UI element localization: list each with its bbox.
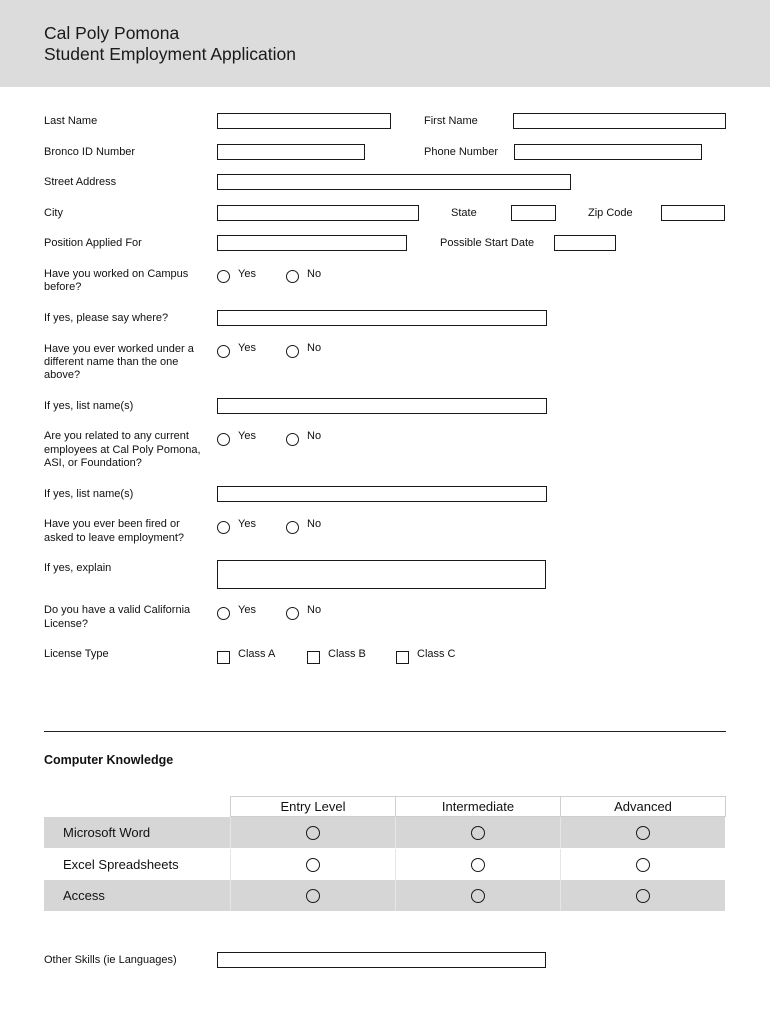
other-skills-label: Other Skills (ie Languages): [44, 954, 177, 966]
fired-no-radio[interactable]: [286, 521, 299, 534]
access-advanced-radio[interactable]: [636, 889, 650, 903]
level-header-entry: Entry Level: [230, 796, 396, 817]
section-divider: [44, 731, 726, 732]
state-field[interactable]: [511, 205, 556, 221]
diff-name-no-radio[interactable]: [286, 345, 299, 358]
license-no-label: No: [307, 604, 322, 616]
diff-name-label-1: Have you ever worked under a: [44, 343, 194, 355]
excel-entry-radio[interactable]: [306, 858, 320, 872]
class-b-checkbox[interactable]: [307, 651, 320, 664]
fired-yes-radio[interactable]: [217, 521, 230, 534]
cell-divider: [395, 880, 396, 911]
start-date-field[interactable]: [554, 235, 616, 251]
list-names-label-2: If yes, list name(s): [44, 488, 134, 500]
zip-field[interactable]: [661, 205, 725, 221]
where-label: If yes, please say where?: [44, 312, 169, 324]
license-yes-label: Yes: [238, 604, 256, 616]
state-label: State: [451, 207, 477, 219]
skill-name-access: Access: [63, 888, 105, 903]
list-names-field-2[interactable]: [217, 486, 547, 502]
worked-campus-no-label: No: [307, 268, 322, 280]
word-advanced-radio[interactable]: [636, 826, 650, 840]
cell-divider: [560, 880, 561, 911]
skill-row-access: [44, 880, 725, 911]
diff-name-label-3: above?: [44, 369, 81, 381]
level-header-intermediate: Intermediate: [395, 796, 561, 817]
cell-divider: [230, 880, 231, 911]
license-label-2: License?: [44, 618, 89, 630]
list-names-label-1: If yes, list name(s): [44, 400, 134, 412]
related-no-label: No: [307, 430, 322, 442]
diff-name-no-label: No: [307, 342, 322, 354]
list-names-field-1[interactable]: [217, 398, 547, 414]
skill-row-excel: [44, 849, 725, 880]
diff-name-label-2: different name than the one: [44, 356, 179, 368]
class-c-checkbox[interactable]: [396, 651, 409, 664]
first-name-label: First Name: [424, 115, 478, 127]
worked-campus-label-2: before?: [44, 281, 82, 293]
fired-yes-label: Yes: [238, 518, 256, 530]
zip-label: Zip Code: [588, 207, 633, 219]
worked-campus-label-1: Have you worked on Campus: [44, 268, 189, 280]
other-skills-field[interactable]: [217, 952, 546, 968]
first-name-field[interactable]: [513, 113, 726, 129]
start-date-label: Possible Start Date: [440, 237, 535, 249]
phone-label: Phone Number: [424, 146, 498, 158]
bronco-id-label: Bronco ID Number: [44, 146, 136, 158]
street-label: Street Address: [44, 176, 117, 188]
license-type-label: License Type: [44, 648, 109, 660]
fired-label-2: asked to leave employment?: [44, 532, 185, 544]
fired-no-label: No: [307, 518, 322, 530]
skill-row-word: [44, 817, 725, 848]
city-label: City: [44, 207, 63, 219]
worked-campus-yes-label: Yes: [238, 268, 256, 280]
form-title-line1: Cal Poly Pomona: [44, 23, 180, 43]
cell-divider: [560, 849, 561, 880]
street-field[interactable]: [217, 174, 571, 190]
explain-label: If yes, explain: [44, 562, 112, 574]
excel-advanced-radio[interactable]: [636, 858, 650, 872]
related-yes-radio[interactable]: [217, 433, 230, 446]
diff-name-yes-label: Yes: [238, 342, 256, 354]
cell-divider: [560, 817, 561, 848]
related-no-radio[interactable]: [286, 433, 299, 446]
access-intermediate-radio[interactable]: [471, 889, 485, 903]
computer-knowledge-title: Computer Knowledge: [44, 753, 174, 767]
related-yes-label: Yes: [238, 430, 256, 442]
class-c-label: Class C: [417, 648, 456, 660]
bronco-id-field[interactable]: [217, 144, 365, 160]
explain-field[interactable]: [217, 560, 546, 589]
where-field[interactable]: [217, 310, 547, 326]
diff-name-yes-radio[interactable]: [217, 345, 230, 358]
cell-divider: [395, 849, 396, 880]
position-field[interactable]: [217, 235, 407, 251]
excel-intermediate-radio[interactable]: [471, 858, 485, 872]
class-a-label: Class A: [238, 648, 276, 660]
word-intermediate-radio[interactable]: [471, 826, 485, 840]
class-b-label: Class B: [328, 648, 366, 660]
last-name-label: Last Name: [44, 115, 98, 127]
city-field[interactable]: [217, 205, 419, 221]
related-label-3: ASI, or Foundation?: [44, 457, 142, 469]
license-label-1: Do you have a valid California: [44, 604, 191, 616]
license-no-radio[interactable]: [286, 607, 299, 620]
related-label-1: Are you related to any current: [44, 430, 189, 442]
cell-divider: [395, 817, 396, 848]
class-a-checkbox[interactable]: [217, 651, 230, 664]
skill-name-word: Microsoft Word: [63, 825, 151, 840]
license-yes-radio[interactable]: [217, 607, 230, 620]
word-entry-radio[interactable]: [306, 826, 320, 840]
worked-campus-no-radio[interactable]: [286, 270, 299, 283]
level-header-advanced: Advanced: [560, 796, 726, 817]
access-entry-radio[interactable]: [306, 889, 320, 903]
related-label-2: employees at Cal Poly Pomona,: [44, 444, 201, 456]
worked-campus-yes-radio[interactable]: [217, 270, 230, 283]
skill-name-excel: Excel Spreadsheets: [63, 857, 179, 872]
cell-divider: [230, 849, 231, 880]
cell-divider: [230, 817, 231, 848]
phone-field[interactable]: [514, 144, 702, 160]
position-label: Position Applied For: [44, 237, 142, 249]
last-name-field[interactable]: [217, 113, 391, 129]
fired-label-1: Have you ever been fired or: [44, 518, 180, 530]
form-header: [0, 0, 770, 87]
form-title-line2: Student Employment Application: [44, 44, 296, 64]
